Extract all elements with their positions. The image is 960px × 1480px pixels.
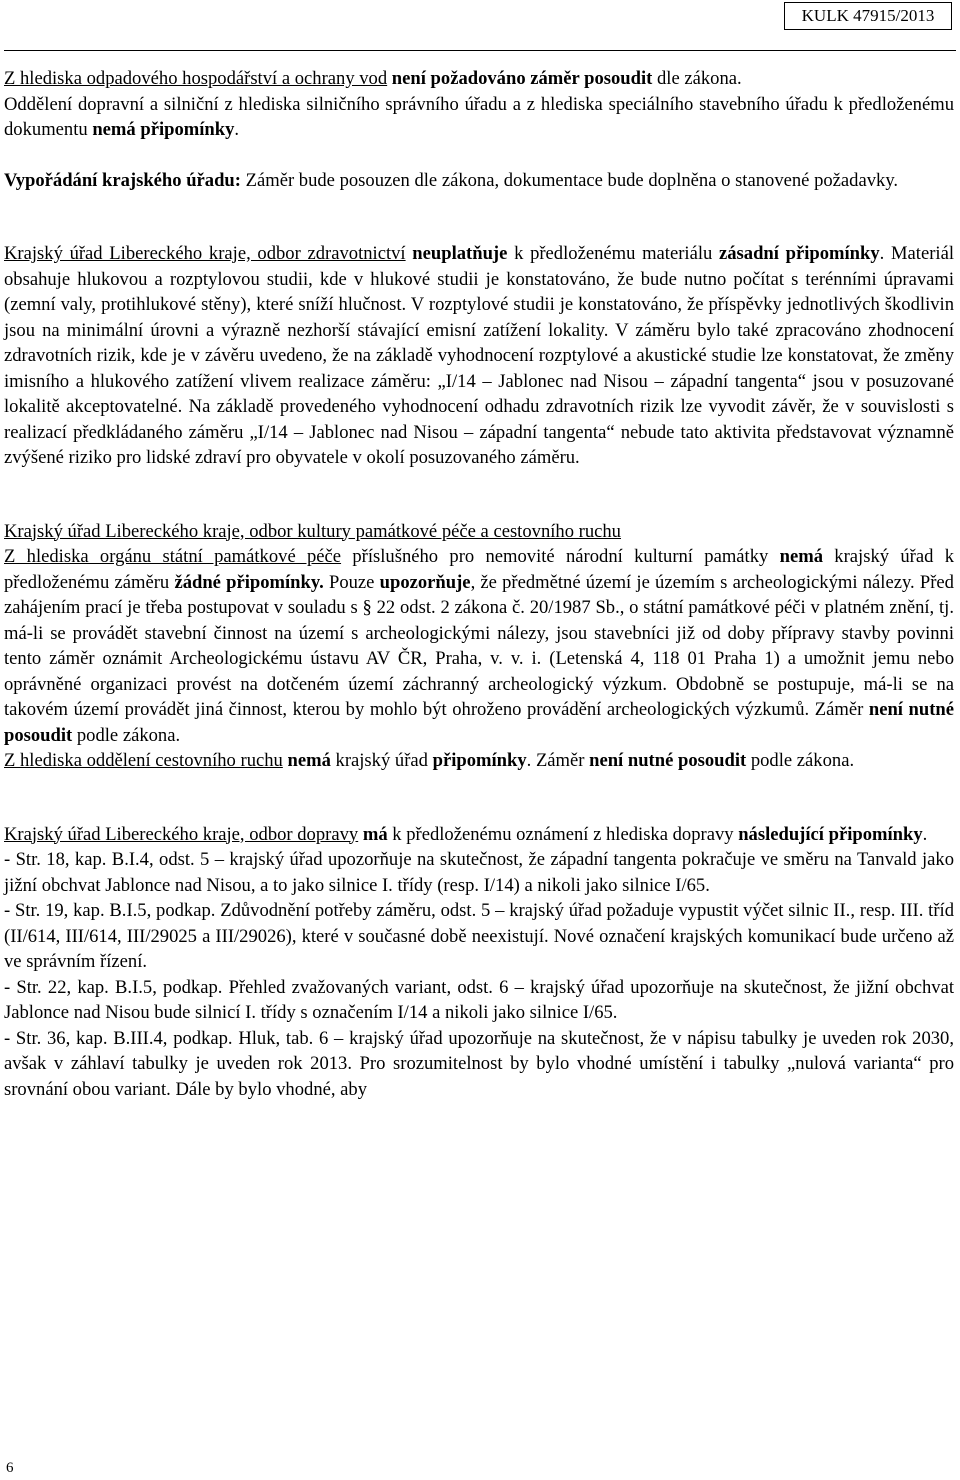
- document-body: [4, 66, 954, 1102]
- culture-text-3: Pouze: [323, 571, 380, 593]
- culture-monument-paragraph: [4, 544, 954, 748]
- tourism-bold-3: není nutné posoudit: [589, 750, 747, 771]
- culture-bold-4: není nutné posoudit: [4, 699, 954, 746]
- tourism-text-1: krajský úřad: [330, 750, 433, 771]
- transport-item: - Str. 18, kap. B.I.4, odst. 5 – krajský úřad upozorňuje na skutečnost, že západní tangenta pokračuje ve směru na Tanvald jako jižní obchvat Jablonce nad Nisou, a to jako silnice I. třídy (resp. I/14) a nikoli jako silnice I/65.: [4, 849, 954, 896]
- traffic-dept-decision: nemá připomínky: [87, 119, 235, 140]
- health-authority: Krajský úřad Libereckého kraje, odbor zdravotnictví: [4, 243, 406, 264]
- tourism-bold-1: nemá: [282, 750, 331, 771]
- culture-text-1: příslušného pro nemovité národní kulturní památky: [341, 546, 780, 567]
- tourism-text-3: podle zákona.: [746, 750, 855, 771]
- waste-statement: [4, 66, 954, 92]
- waste-tail: dle zákona.: [652, 68, 742, 89]
- transport-bold-1: má: [358, 823, 388, 845]
- culture-text-2: krajský úřad k předloženému záměru: [4, 546, 954, 593]
- waste-decision: není požadováno záměr posoudit: [387, 68, 653, 89]
- culture-bold-3: upozorňuje: [379, 571, 471, 593]
- waste-subject: Z hlediska odpadového hospodářství a ochrany vod: [4, 68, 388, 89]
- transport-item: - Str. 19, kap. B.I.5, podkap. Zdůvodnění potřeby záměru, odst. 5 – krajský úřad požaduje vypustit výčet silnic II., resp. III. tříd (II/614, III/614, III/29025 a III/29026), které v současné době neexistují. Nové označení krajských komunikací bude určeno až ve správním řízení.: [4, 900, 954, 972]
- page-number: 6: [6, 1460, 14, 1476]
- transport-text-1: k předloženému oznámení z hlediska dopravy: [387, 823, 739, 845]
- header-divider: [4, 50, 956, 51]
- transport-paragraph: [4, 822, 954, 848]
- culture-text-4: , že předmětné území je územím s archeologickými nálezy. Před zahájením prací je třeba postupovat v souladu s § 22 odst. 2 zákona č. 20/1987 Sb., o státní památkové péči v platném znění, tj. má-li se provádět stavební činnost na území s archeologickými nálezy, jsou stavebníci již od doby přípravy stavby povinni tento záměr oznámit Archeologickému ústavu AV ČR, Praha, v. v. i. (Letenská 4, 118 01 Praha 1) a umožnit jemu nebo oprávněné organizaci provést na dotčeném území záchranný archeologický výzkum. Obdobně se postupuje, má-li se na takovém území provádět jiná činnost, kterou by mohlo být ohroženo provádění archeologických výzkumů. Záměr: [4, 571, 954, 720]
- settlement-text: Záměr bude posouzen dle zákona, dokumentace bude doplněna o stanovené požadavky.: [240, 169, 899, 191]
- settlement-label: Vypořádání krajského úřadu:: [4, 169, 241, 191]
- culture-bold-2: žádné připomínky.: [174, 571, 324, 593]
- settlement-paragraph: [4, 168, 954, 194]
- tourism-bold-2: připomínky: [432, 750, 527, 771]
- culture-tourism-paragraph: [4, 748, 954, 774]
- culture-heading: [4, 519, 954, 545]
- health-decision: neuplatňuje: [405, 243, 508, 264]
- culture-bold-1: nemá: [779, 546, 823, 567]
- tourism-subject: Z hlediska oddělení cestovního ruchu: [4, 750, 283, 771]
- culture-text-5: podle zákona.: [72, 724, 181, 746]
- transport-authority: Krajský úřad Libereckého kraje, odbor dopravy: [4, 823, 359, 845]
- transport-text-2: .: [922, 823, 928, 845]
- traffic-dept-text: Oddělení dopravní a silniční z hlediska silničního správního úřadu a z hlediska speciálního stavebního úřadu k předloženému dokumentu: [4, 93, 954, 140]
- health-paragraph: [4, 241, 954, 471]
- transport-bold-2: následující připomínky: [738, 823, 923, 845]
- transport-item: - Str. 36, kap. B.III.4, podkap. Hluk, tab. 6 – krajský úřad upozorňuje na skutečnost, že v nápisu tabulky je uveden rok 2030, avšak v záhlaví tabulky je uveden rok 2013. Pro srozumitelnost by bylo vhodné umístění i tabulky „nulová varianta“ pro srovnání obou variant. Dále by bylo vhodné, aby: [4, 1027, 954, 1100]
- tourism-text-2: . Záměr: [526, 750, 590, 771]
- health-text-2: . Materiál obsahuje hlukovou a rozptylovou studii, kde v hlukové studii je konstatováno, že bude nutno počítat s terénními úpravami (zemní valy, protihlukové stěny), které sníží hlučnost. V rozptylové studii je konstatováno, že příspěvky jednotlivých škodlivin jsou na minimální úrovni a výrazně nezhorší stávající emisní zatížení lokality. V záměru bylo také zpracováno zhodnocení zdravotních rizik, kde je v závěru uvedeno, že na základě vyhodnocení rozptylové a akustické studie lze konstatovat, že změny imisního a hlukového zatížení vlivem realizace záměru: „I/14 – Jablonec nad Nisou – západní tangenta“ jsou v posuzované lokalitě akceptovatelné. Na základě provedeného vyhodnocení odhadu zdravotních rizik lze vyvodit závěr, že v souvislosti s realizací předkládaného záměru „I/14 – Jablonec nad Nisou – západní tangenta“ nebude tato aktivita představovat významně zvýšené riziko pro lidské zdraví pro obyvatele v okolí posuzovaného záměru.: [4, 243, 954, 468]
- traffic-dept-tail: .: [234, 119, 240, 140]
- transport-item: - Str. 22, kap. B.I.5, podkap. Přehled zvažovaných variant, odst. 6 – krajský úřad upozorňuje na skutečnost, že jižní obchvat Jablonce nad Nisou bude silnicí I. třídy s označením I/14 a nikoli jako silnice I/65.: [4, 976, 954, 1023]
- health-emphasis: zásadní připomínky: [719, 243, 880, 264]
- health-text-1: k předloženému materiálu: [507, 243, 719, 264]
- document-reference-box: KULK 47915/2013: [784, 2, 952, 30]
- traffic-dept-statement: [4, 92, 954, 143]
- culture-monument-subject: Z hlediska orgánu státní památkové péče: [4, 546, 342, 567]
- culture-heading-text: Krajský úřad Libereckého kraje, odbor kultury památkové péče a cestovního ruchu: [4, 520, 621, 542]
